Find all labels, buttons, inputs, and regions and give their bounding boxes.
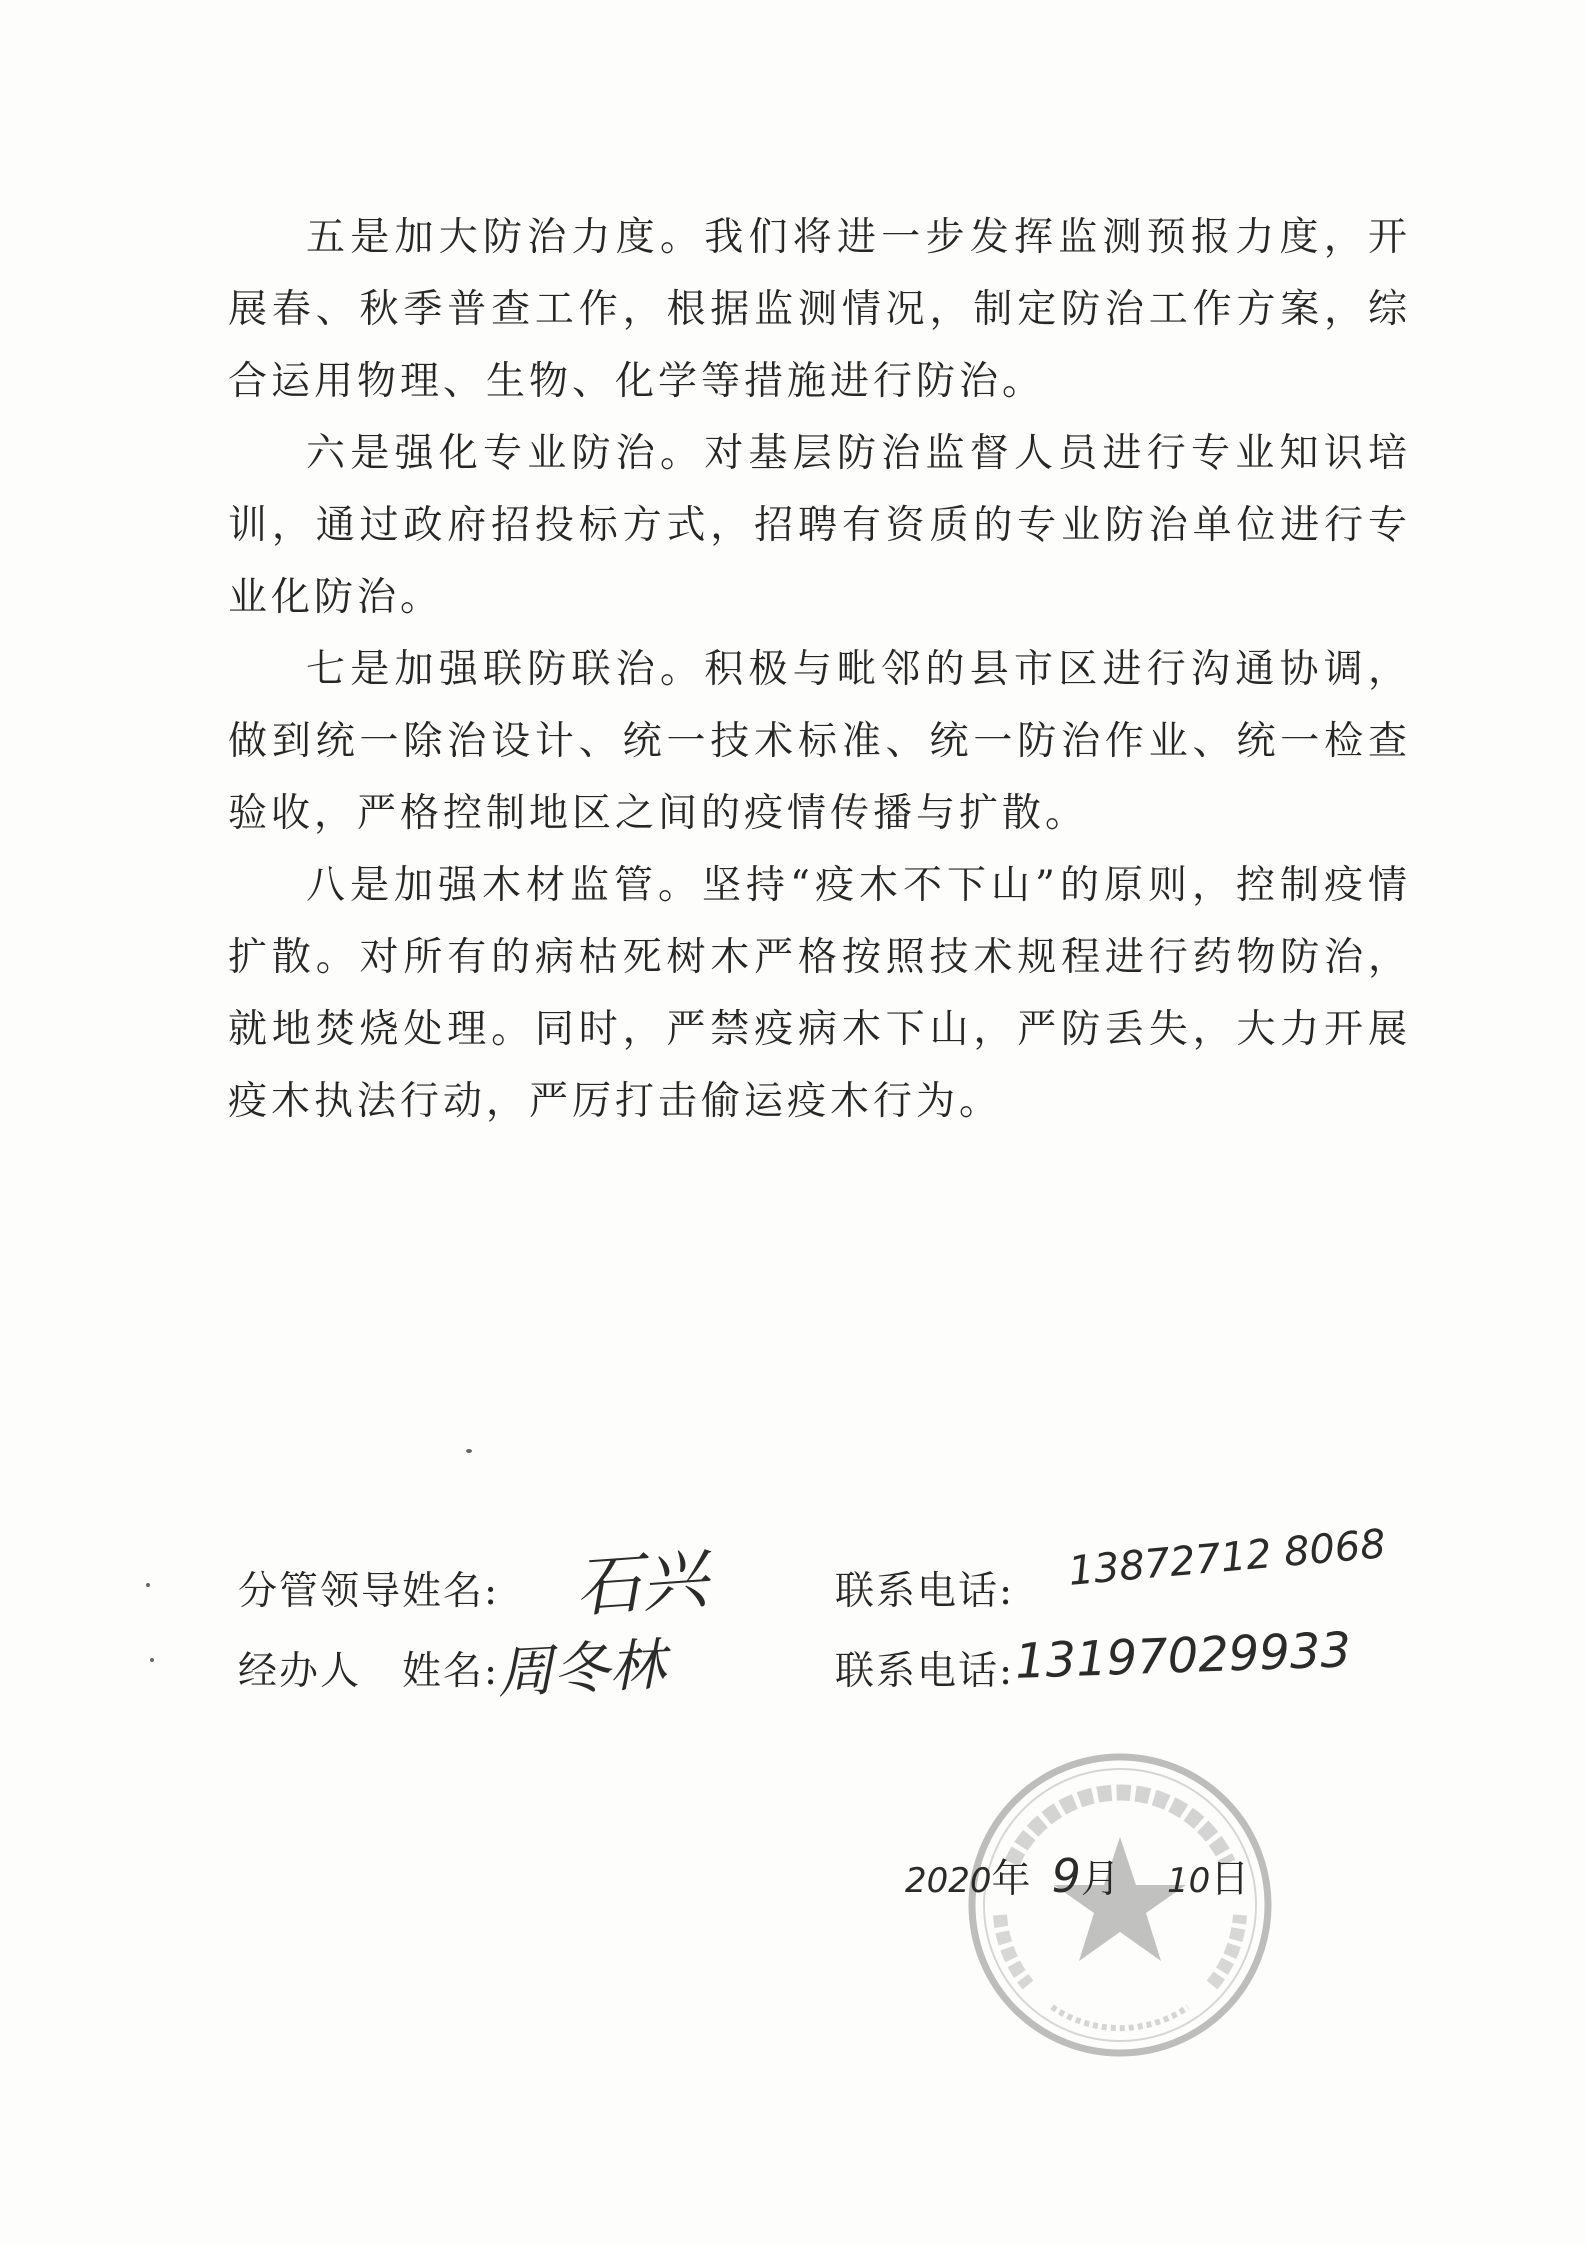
handler-phone-label: 联系电话:	[835, 1649, 1015, 1694]
leader-phone-label: 联系电话:	[835, 1569, 1015, 1614]
handler-name-label: 经办人 姓名:	[238, 1649, 500, 1694]
body-text	[228, 202, 1411, 1138]
date-year-unit: 年	[991, 1857, 1033, 1902]
date-month-unit: 月	[1080, 1857, 1122, 1902]
scan-speck	[466, 1449, 472, 1453]
leader-name-label: 分管领导姓名:	[238, 1569, 500, 1614]
handler-phone-number: 13197029933	[1014, 1622, 1352, 1690]
official-seal	[960, 1745, 1280, 2065]
date-day: 10	[1167, 1861, 1211, 1901]
date-month: 9	[1051, 1849, 1081, 1903]
paragraph-professional-prevention: 六是强化专业防治。对基层防治监督人员进行专业知识培训，通过政府招投标方式，招聘有资质的专业防治单位进行专业化防治。	[228, 431, 1411, 620]
scan-speck	[150, 1658, 154, 1662]
scan-speck	[146, 1583, 150, 1587]
paragraph-prevention-strength: 五是加大防治力度。我们将进一步发挥监测预报力度，开展春、秋季普查工作，根据监测情况，制定防治工作方案，综合运用物理、生物、化学等措施进行防治。	[228, 215, 1411, 404]
leader-signature: 石兴	[572, 1540, 710, 1627]
paragraph-timber-supervision: 八是加强木材监管。坚持“疫木不下山”的原则，控制疫情扩散。对所有的病枯死树木严格按照技术规程进行药物防治，就地焚烧处理。同时，严禁疫病木下山，严防丢失，大力开展疫木执法行动，严厉打击偷运疫木行为。	[228, 863, 1411, 1124]
paragraph-joint-prevention: 七是加强联防联治。积极与毗邻的县市区进行沟通协调，做到统一除治设计、统一技术标准、统一防治作业、统一检查验收，严格控制地区之间的疫情传播与扩散。	[228, 647, 1411, 836]
handler-signature: 周冬林	[495, 1632, 667, 1707]
document-date	[905, 1848, 1251, 1904]
leader-phone-number: 13872712 8068	[1066, 1521, 1388, 1595]
date-year: 2020	[905, 1861, 992, 1901]
date-day-unit: 日	[1210, 1857, 1252, 1902]
